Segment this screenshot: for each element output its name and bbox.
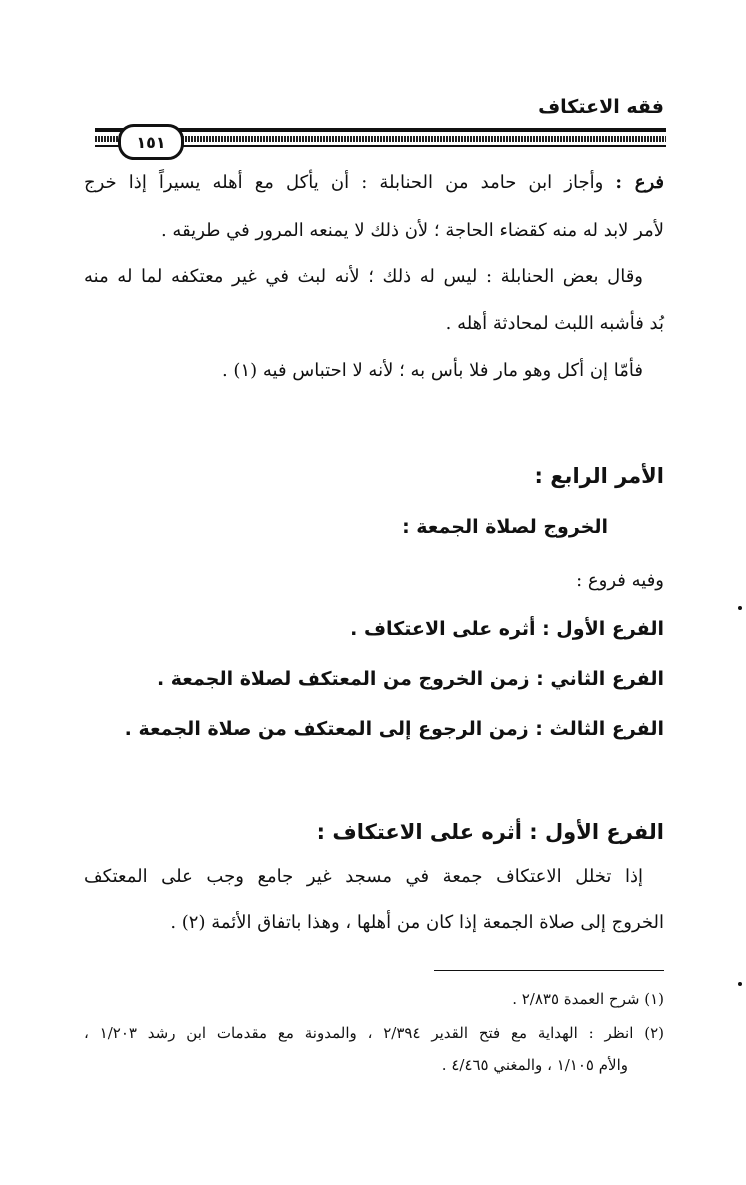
page-number: ١٥١ (136, 132, 166, 152)
branch-list-item-2: الفرع الثاني : زمن الخروج من المعتكف لصلاة الجمعة . (156, 668, 664, 690)
branch-1-line-1: إذا تخلل الاعتكاف جمعة في مسجد غير جامع وجب على المعتكف (84, 866, 643, 887)
scan-edge-mark (738, 982, 742, 986)
page-number-badge (118, 124, 184, 160)
footnote-2-line-1: (٢) انظر : الهداية مع فتح القدير ٢/٣٩٤ ، والمدونة مع مقدمات ابن رشد ١/٢٠٣ ، (84, 1024, 664, 1042)
scan-edge-mark (738, 606, 742, 610)
paragraph-2-line-2: بُد فأشبه اللبث لمحادثة أهله . (445, 313, 664, 334)
branch-list-item-1: الفرع الأول : أثره على الاعتكاف . (350, 618, 664, 640)
paragraph-2-line-1: وقال بعض الحنابلة : ليس له ذلك ؛ لأنه لبث في غير معتكفه لما له منه (84, 266, 643, 287)
footnote-2-line-2: والأم ١/١٠٥ ، والمغني ٤/٤٦٥ . (441, 1056, 628, 1074)
branch-label: فرع : (615, 172, 664, 193)
branch-list-item-3: الفرع الثالث : زمن الرجوع إلى المعتكف من صلاة الجمعة . (124, 718, 664, 740)
paragraph-3-line-1: فأمّا إن أكل وهو مار فلا بأس به ؛ لأنه لا احتباس فيه (١) . (221, 360, 643, 381)
section-heading: الأمر الرابع : (534, 464, 664, 488)
footnote-separator (434, 970, 664, 971)
paragraph-1-line-2: لأمر لابد له منه كقضاء الحاجة ؛ لأن ذلك لا يمنعه المرور في طريقه . (160, 220, 664, 241)
section-subheading: الخروج لصلاة الجمعة : (402, 516, 608, 538)
branch-1-line-2: الخروج إلى صلاة الجمعة إذا كان من أهلها ، وهذا باتفاق الأئمة (٢) . (170, 912, 664, 933)
paragraph-1-line-1 (84, 172, 664, 194)
paragraph-1-text-1: وأجاز ابن حامد من الحنابلة : أن يأكل مع أهله يسيراً إذا خرج (84, 172, 604, 193)
footnote-1: (١) شرح العمدة ٢/٨٣٥ . (512, 990, 664, 1008)
section-intro: وفيه فروع : (576, 570, 664, 591)
branch-1-heading: الفرع الأول : أثره على الاعتكاف : (316, 820, 664, 844)
running-header-title: فقه الاعتكاف (538, 96, 664, 118)
